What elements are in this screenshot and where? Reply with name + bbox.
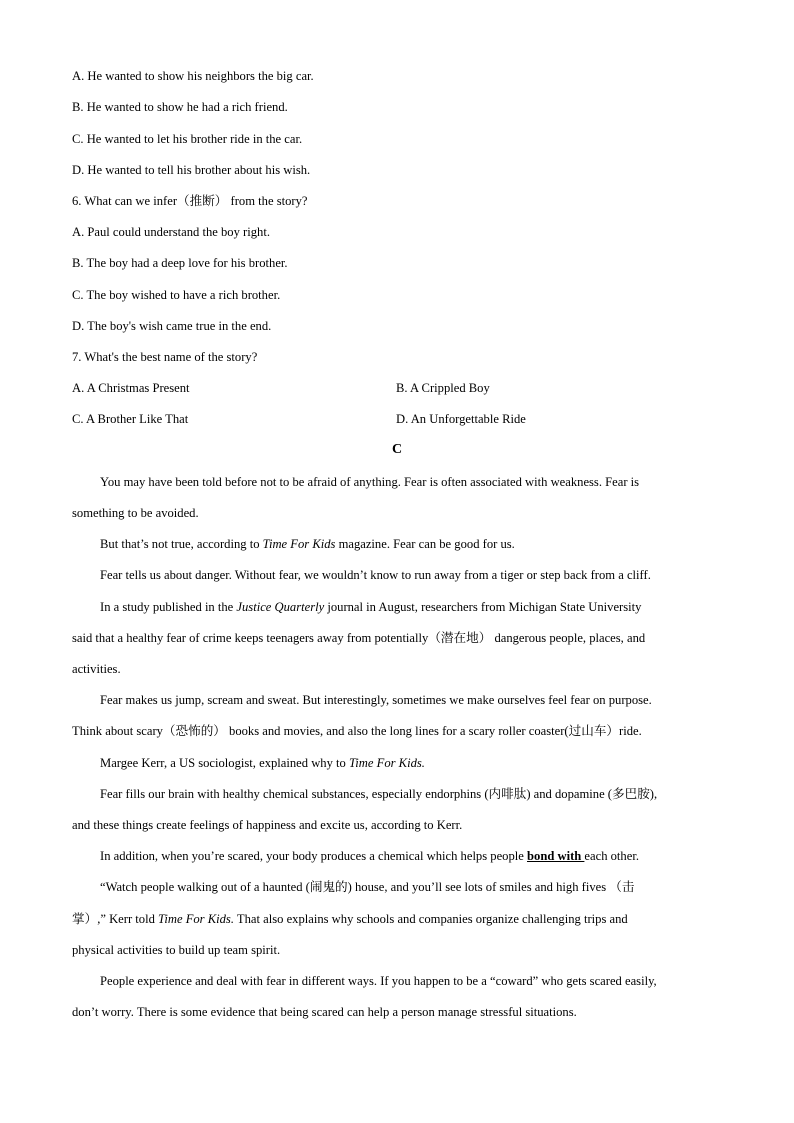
q6-option-a: A. Paul could understand the boy right. (72, 225, 270, 239)
passage-p2-text-a: But that’s not true, according to (100, 537, 263, 551)
passage-p4-text-a: In a study published in the (100, 600, 237, 614)
passage-p2 (100, 536, 515, 552)
passage-p1-line1: You may have been told before not to be afraid of anything. Fear is often associated with weakness. Fear is (100, 475, 640, 489)
passage-p5-line2: Think about scary（恐怖的） books and movies, and also the long lines for a scary roller coaster(过山车）ride. (72, 724, 642, 738)
passage-p10-line1: People experience and deal with fear in different ways. If you happen to be a “coward” who gets scared easily, (100, 974, 657, 988)
passage-p8-text-a: In addition, when you’re scared, your body produces a chemical which helps people (100, 849, 528, 863)
magazine-title: Time For Kids. (158, 912, 234, 926)
magazine-title: Time For Kids. (349, 756, 425, 770)
journal-title: Justice Quarterly (236, 600, 325, 614)
section-heading: C (391, 442, 403, 457)
passage-p9-text-a: 掌）,” Kerr told (72, 912, 159, 926)
passage-p9-line1: “Watch people walking out of a haunted (闹鬼的) house, and you’ll see lots of smiles and high fives （击 (100, 880, 635, 894)
q7-option-c: C. A Brother Like That (72, 412, 189, 426)
q6-option-c: C. The boy wished to have a rich brother. (72, 288, 281, 302)
passage-p8-text-b: each other. (584, 849, 639, 863)
q5-option-b: B. He wanted to show he had a rich friend. (72, 100, 288, 114)
passage-p6 (100, 755, 425, 771)
passage-p7-line2: and these things create feelings of happiness and excite us, according to Kerr. (72, 818, 463, 832)
passage-p9-line2 (72, 911, 628, 927)
passage-p5-line1: Fear makes us jump, scream and sweat. But interestingly, sometimes we make ourselves feel fear on purpose. (100, 693, 652, 707)
q5-option-a: A. He wanted to show his neighbors the big car. (72, 69, 314, 83)
passage-p4-text-b: journal in August, researchers from Michigan State University (324, 600, 642, 614)
passage-p4-line2: said that a healthy fear of crime keeps teenagers away from potentially（潜在地） dangerous people, places, and (72, 631, 646, 645)
q7-question: 7. What's the best name of the story? (72, 350, 258, 364)
passage-p4-line3: activities. (72, 662, 121, 676)
passage-p6-text: Margee Kerr, a US sociologist, explained why to (100, 756, 349, 770)
passage-p8 (100, 848, 639, 864)
passage-p4-line1 (100, 599, 641, 615)
passage-p10-line2: don’t worry. There is some evidence that being scared can help a person manage stressful situations. (72, 1005, 577, 1019)
q6-option-d: D. The boy's wish came true in the end. (72, 319, 272, 333)
q6-question: 6. What can we infer（推断） from the story? (72, 194, 308, 208)
passage-p9-line3: physical activities to build up team spirit. (72, 943, 281, 957)
passage-p9-text-b: That also explains why schools and companies organize challenging trips and (233, 912, 628, 926)
passage-p2-text-b: magazine. Fear can be good for us. (335, 537, 515, 551)
highlighted-phrase: bond with (527, 849, 585, 863)
q5-option-d: D. He wanted to tell his brother about his wish. (72, 163, 311, 177)
q7-option-d: D. An Unforgettable Ride (396, 412, 526, 426)
q7-option-a: A. A Christmas Present (72, 381, 190, 395)
q5-option-c: C. He wanted to let his brother ride in the car. (72, 132, 303, 146)
passage-p1-line2: something to be avoided. (72, 506, 199, 520)
passage-p7-line1: Fear fills our brain with healthy chemical substances, especially endorphins (内啡肽) and dopamine (多巴胺), (100, 787, 658, 801)
q7-option-b: B. A Crippled Boy (396, 381, 490, 395)
q6-option-b: B. The boy had a deep love for his brother. (72, 256, 288, 270)
passage-p3: Fear tells us about danger. Without fear, we wouldn’t know to run away from a tiger or step back from a cliff. (100, 568, 651, 582)
magazine-title: Time For Kids (262, 537, 336, 551)
